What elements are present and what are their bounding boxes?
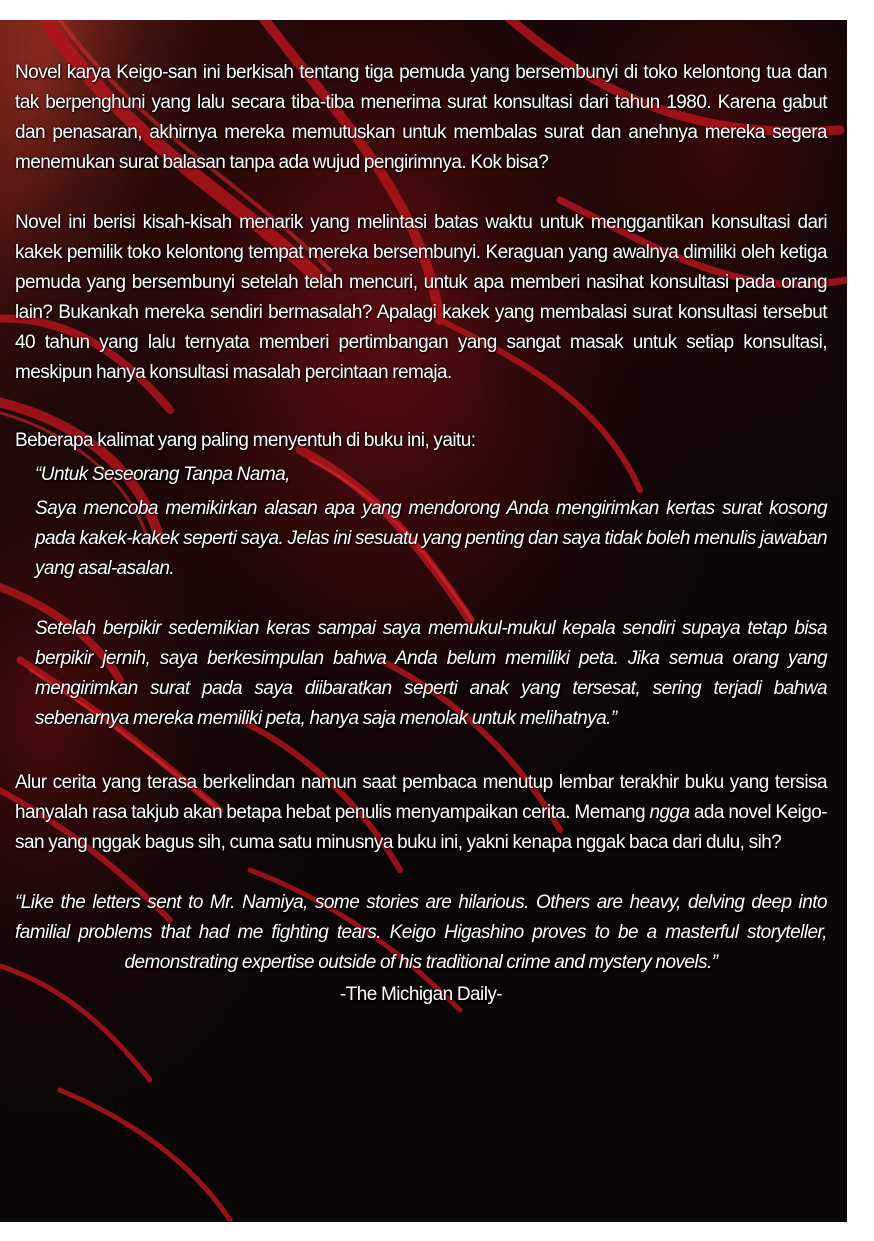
press-review-quote: “Like the letters sent to Mr. Namiya, some stories are hilarious. Others are heavy, delving deep into familial problems that had me fighting tears. Keigo Higashino proves to be a masterful storyteller, demonstrating expertise outside of his traditional crime and mystery novels.” [15,892,827,973]
conclusion-text-1: Alur cerita yang terasa berkelindan namun saat pembaca menutup lembar terakhir buku yang tersisa hanyalah rasa takjub akan betapa hebat penulis menyampaikan cerita. Memang [15,772,827,823]
review-page [0,20,847,1222]
quote-intro: Beberapa kalimat yang paling menyentuh di buku ini, yaitu: [15,430,476,451]
article-body [15,58,827,1010]
conclusion-paragraph [15,768,827,858]
book-quote [15,460,827,734]
press-review-source: -The Michigan Daily- [339,984,503,1005]
conclusion-text-2: ada novel Keigo-san yang nggak bagus sih, cuma satu minusnya buku ini, yakni kenapa nggak baca dari dulu, sih? [15,802,828,853]
conclusion-italic-word: ngga [649,802,690,823]
intro-paragraph: Novel karya Keigo-san ini berkisah tentang tiga pemuda yang bersembunyi di toko kelontong tua dan tak berpenghuni yang lalu secara tiba-tiba menerima surat konsultasi dari tahun 1980. Karena gabut dan penasaran, akhirnya mereka memutuskan untuk membalas surat dan anehnya mereka segera menemukan surat balasan tanpa ada wujud pengirimnya. Kok bisa? [15,62,827,173]
summary-paragraph: Novel ini berisi kisah-kisah menarik yang melintasi batas waktu untuk menggantikan konsultasi dari kakek pemilik toko kelontong tempat mereka bersembunyi. Keraguan yang awalnya dimiliki oleh ketiga pemuda yang bersembunyi setelah telah mencuri, untuk apa memberi nasihat konsultasi pada orang lain? Bukankah mereka sendiri bermasalah? Apalagi kakek yang membalasi surat konsultasi tersebut 40 tahun yang lalu ternyata memberi pertimbangan yang sangat masak untuk setiap konsultasi, meskipun hanya konsultasi masalah percintaan remaja. [15,212,827,383]
quote-paragraph-2: Setelah berpikir sedemikian keras sampai saya memukul-mukul kepala sendiri supaya tetap bisa berpikir jernih, saya berkesimpulan bahwa Anda belum memiliki peta. Jika semua orang yang mengirimkan surat pada saya diibaratkan seperti anak yang tersesat, sering terjadi bahwa sebenarnya mereka memiliki peta, hanya saja menolak untuk melihatnya.” [35,618,827,729]
quote-greeting: “Untuk Seseorang Tanpa Nama, [35,464,290,485]
quote-paragraph-1: Saya mencoba memikirkan alasan apa yang mendorong Anda mengirimkan kertas surat kosong pada kakek-kakek seperti saya. Jelas ini sesuatu yang penting dan saya tidak boleh menulis jawaban yang asal-asalan. [35,498,827,579]
